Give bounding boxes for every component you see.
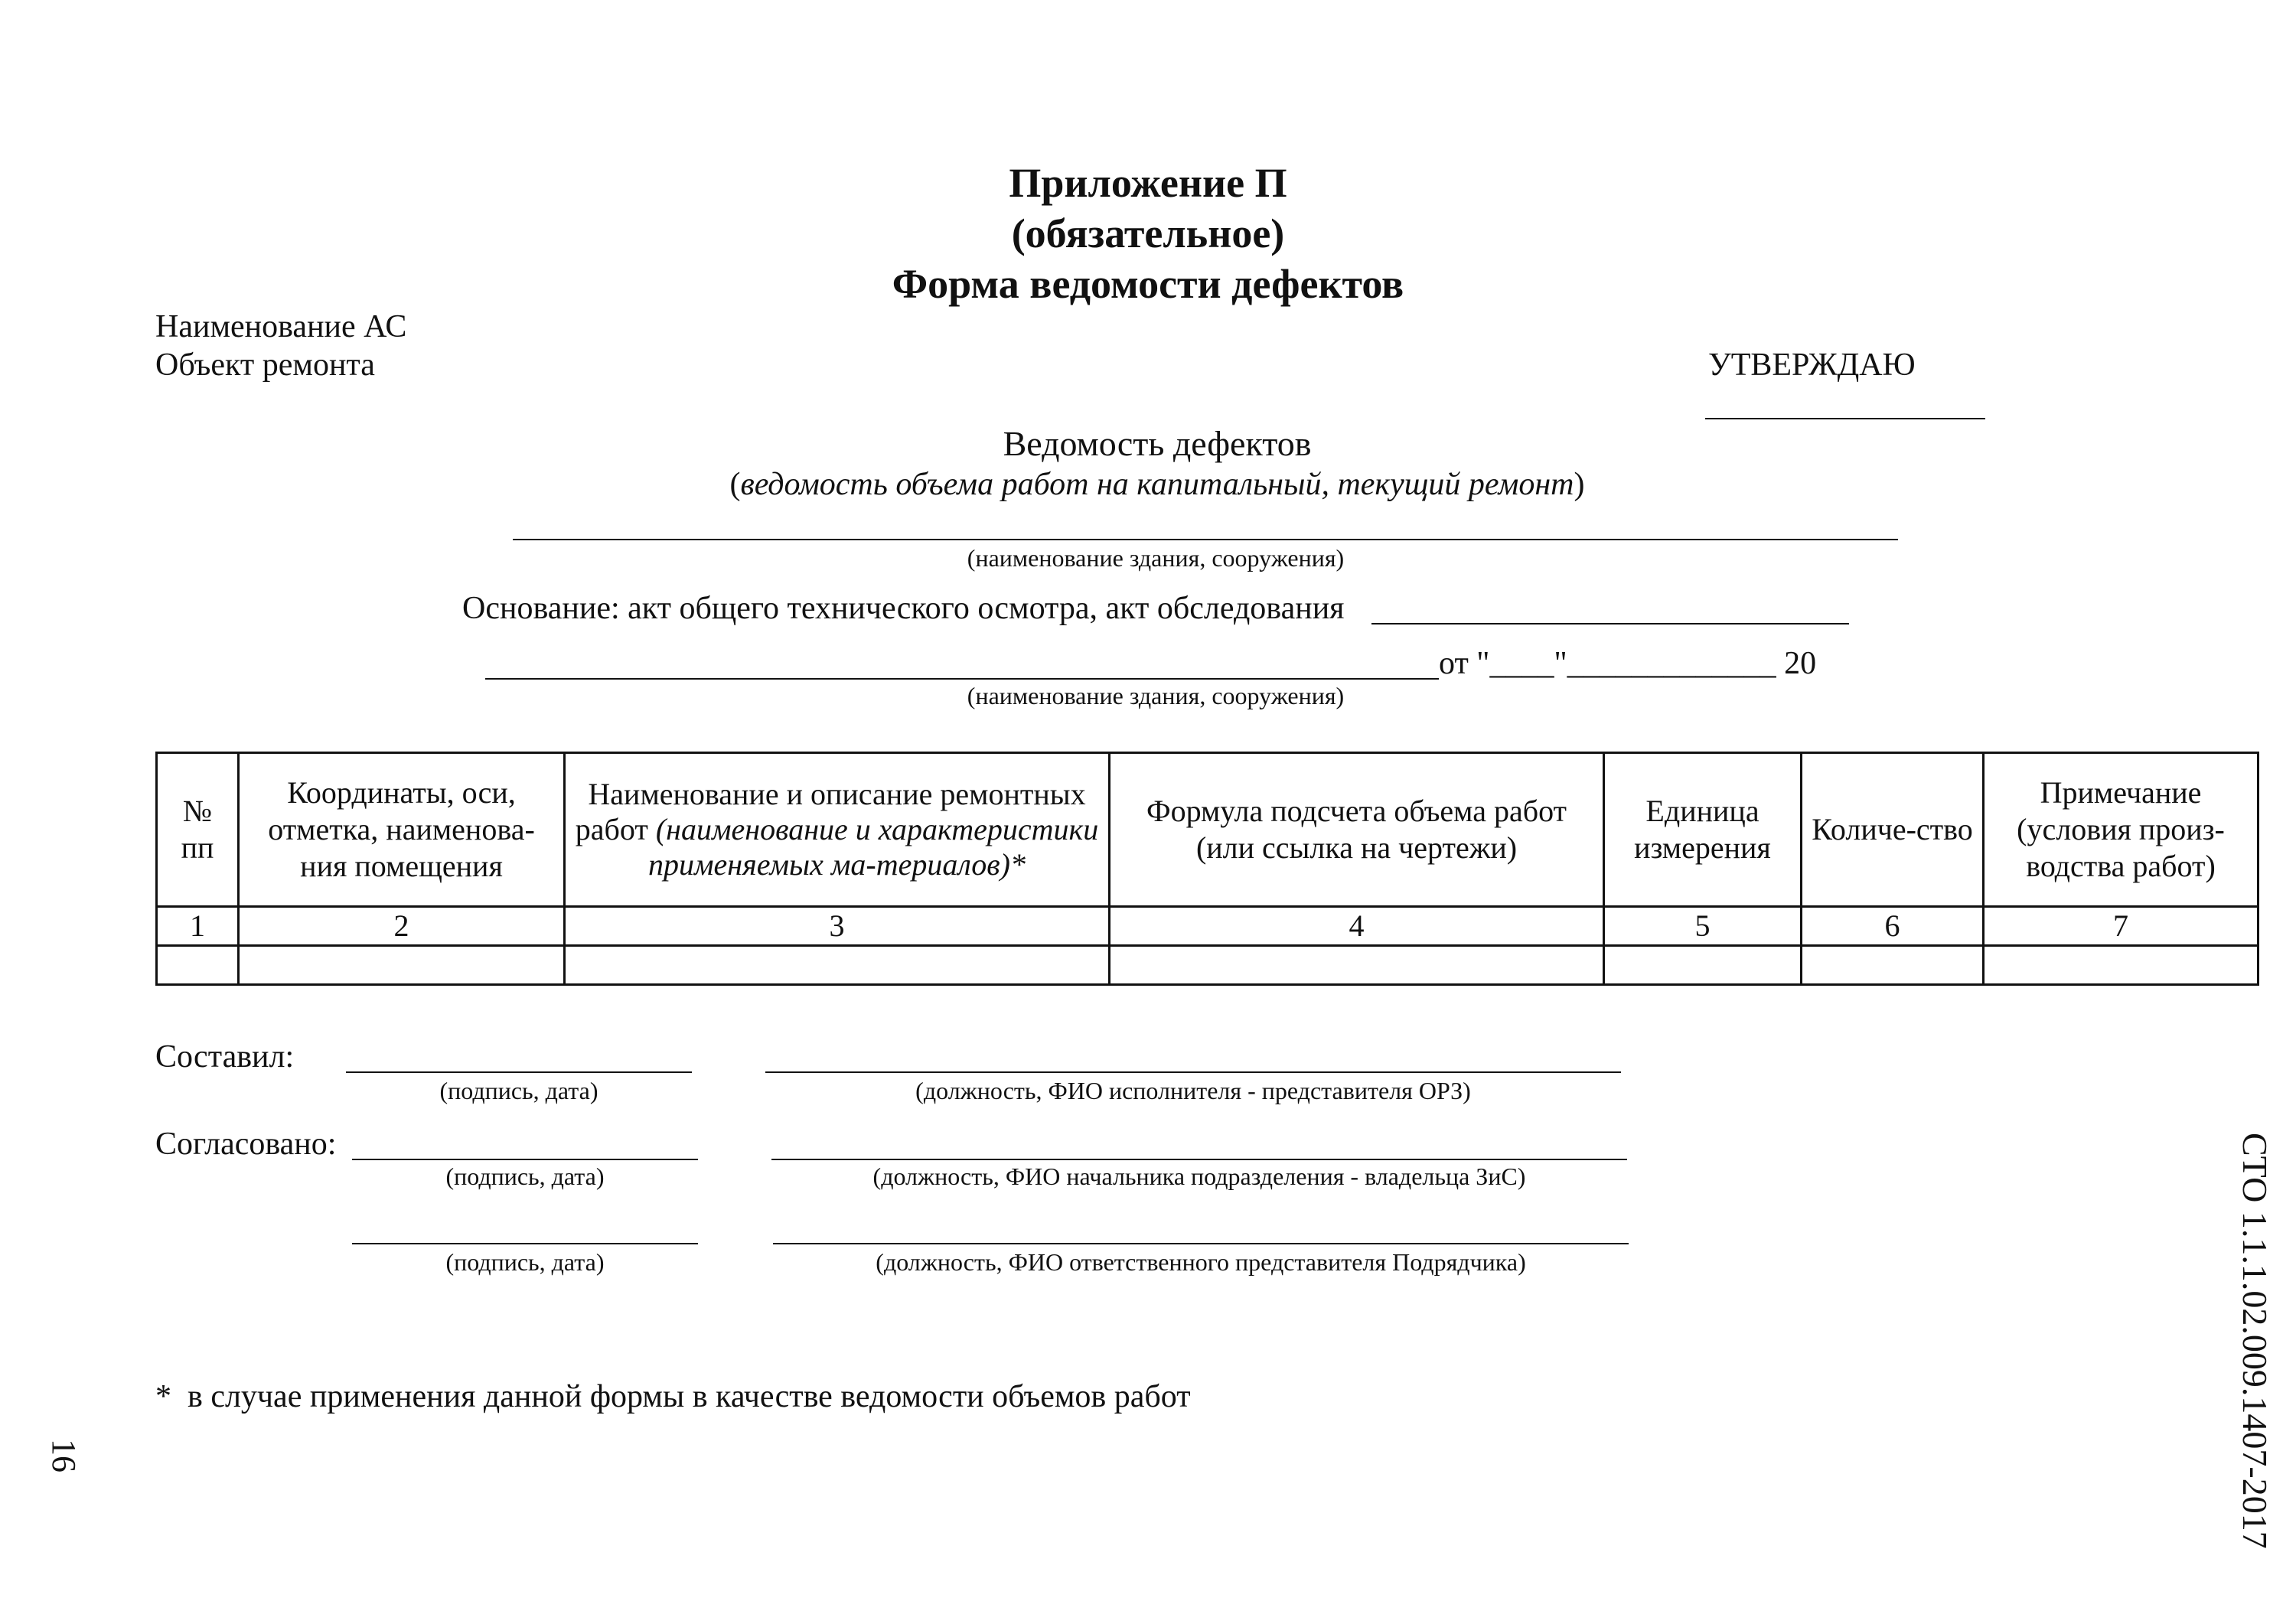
approve-label: УТВЕРЖДАЮ bbox=[1708, 347, 1916, 383]
contractor-line bbox=[773, 1243, 1629, 1244]
table-column-numbers-row bbox=[157, 907, 2258, 946]
document-code: СТО 1.1.1.02.009.1407-2017 bbox=[2236, 1133, 2275, 1549]
as-name-label: Наименование АС bbox=[155, 309, 407, 344]
table-cell bbox=[157, 946, 239, 985]
header-coordinates: Координаты, оси, отметка, наименова-ния помещения bbox=[239, 753, 565, 907]
header-quantity: Количе-ство bbox=[1802, 753, 1984, 907]
footnote: * в случае применения данной формы в качестве ведомости объемов работ bbox=[155, 1379, 1191, 1414]
form-title: Форма ведомости дефектов bbox=[892, 261, 1404, 307]
appendix-title: Приложение П bbox=[1009, 160, 1287, 206]
header-number: № пп bbox=[157, 753, 239, 907]
column-number: 4 bbox=[1110, 907, 1604, 946]
building-name-line-1 bbox=[513, 539, 1898, 540]
compiled-label: Составил: bbox=[155, 1039, 295, 1075]
table-cell bbox=[239, 946, 565, 985]
subtitle-close-paren: ) bbox=[1574, 467, 1585, 502]
column-number: 7 bbox=[1984, 907, 2258, 946]
compiled-sign-date-caption: (подпись, дата) bbox=[439, 1077, 598, 1104]
agreed-signature-line-2 bbox=[352, 1243, 698, 1244]
column-number: 5 bbox=[1604, 907, 1802, 946]
header-work-description-plain: Наименование и описание ремонтных работ bbox=[575, 777, 1086, 846]
executor-line bbox=[765, 1071, 1621, 1073]
basis-details-line bbox=[485, 678, 1439, 680]
column-number: 2 bbox=[239, 907, 565, 946]
head-line bbox=[771, 1159, 1627, 1160]
appendix-status: (обязательное) bbox=[1011, 210, 1285, 256]
statement-title: Ведомость дефектов bbox=[1003, 424, 1312, 463]
table-header-row bbox=[157, 753, 2258, 907]
table-row bbox=[157, 946, 2258, 985]
agreed-sign-date-caption-1: (подпись, дата) bbox=[445, 1163, 605, 1190]
building-caption-2: (наименование здания, сооружения) bbox=[967, 682, 1345, 709]
subtitle-open-paren: ( bbox=[729, 467, 741, 502]
date-text: от "____"_____________ 20 bbox=[1439, 646, 1817, 681]
building-caption-1: (наименование здания, сооружения) bbox=[967, 544, 1345, 572]
contractor-caption: (должность, ФИО ответственного представителя Подрядчика) bbox=[876, 1248, 1526, 1276]
basis-label: Основание: акт общего технического осмотра, акт обследования bbox=[462, 591, 1345, 626]
basis-line bbox=[1371, 623, 1849, 624]
table-cell bbox=[1802, 946, 1984, 985]
table-cell bbox=[1984, 946, 2258, 985]
compiled-signature-line bbox=[346, 1071, 692, 1073]
header-formula: Формула подсчета объема работ (или ссылка на чертежи) bbox=[1110, 753, 1604, 907]
approve-signature-line bbox=[1705, 418, 1985, 419]
header-unit: Единица измерения bbox=[1604, 753, 1802, 907]
repair-object-label: Объект ремонта bbox=[155, 347, 375, 383]
table-cell bbox=[1604, 946, 1802, 985]
agreed-sign-date-caption-2: (подпись, дата) bbox=[445, 1248, 605, 1276]
defects-table bbox=[155, 752, 2259, 986]
agreed-signature-line-1 bbox=[352, 1159, 698, 1160]
column-number: 1 bbox=[157, 907, 239, 946]
table-cell bbox=[1110, 946, 1604, 985]
subtitle-italic-text: ведомость объема работ на капитальный, текущий ремонт bbox=[740, 467, 1574, 502]
column-number: 3 bbox=[565, 907, 1110, 946]
header-work-description-italic: (наименование и характеристики применяемых ма-териалов)* bbox=[648, 812, 1099, 882]
header-note: Примечание (условия произ-водства работ) bbox=[1984, 753, 2258, 907]
statement-subtitle bbox=[0, 465, 2296, 504]
table-cell bbox=[565, 946, 1110, 985]
executor-caption: (должность, ФИО исполнителя - представителя ОРЗ) bbox=[915, 1077, 1471, 1104]
header-work-description bbox=[565, 753, 1110, 907]
page-number: 16 bbox=[45, 1439, 83, 1472]
head-caption: (должность, ФИО начальника подразделения - владельца ЗиС) bbox=[872, 1163, 1526, 1190]
agreed-label: Согласовано: bbox=[155, 1127, 337, 1162]
column-number: 6 bbox=[1802, 907, 1984, 946]
appendix-heading bbox=[0, 158, 2296, 309]
